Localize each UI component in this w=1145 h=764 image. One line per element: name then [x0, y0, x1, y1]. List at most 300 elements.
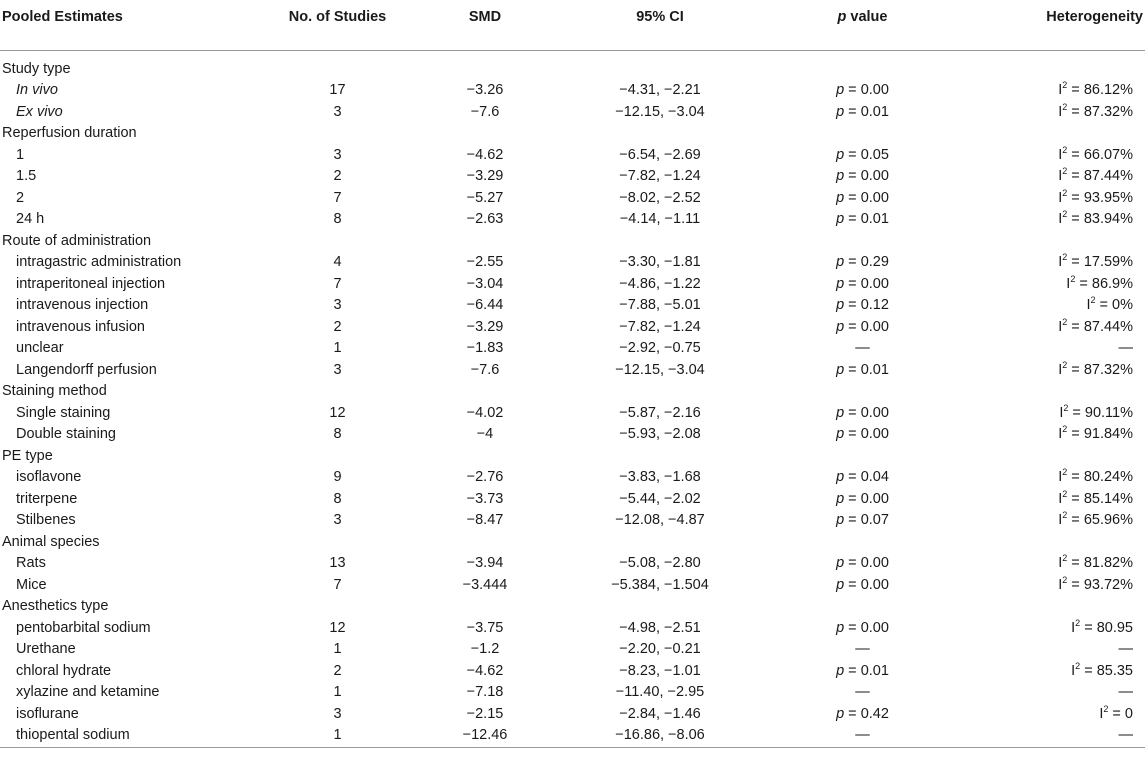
row-label: 1.5: [16, 168, 37, 185]
empty-cell: [265, 596, 410, 618]
table-row: [0, 553, 1145, 575]
i-equals: =: [1067, 469, 1084, 486]
i-symbol: I: [1071, 662, 1076, 679]
i-symbol: I: [1058, 168, 1063, 185]
p-symbol: p: [836, 512, 845, 529]
i-superscript: 2: [1062, 359, 1068, 370]
i-equals: =: [1067, 361, 1084, 378]
row-heterogeneity: [965, 274, 1145, 296]
p-symbol: p: [836, 361, 845, 378]
i-superscript: 2: [1062, 574, 1068, 585]
row-ci: −2.20, −0.21: [619, 641, 701, 658]
row-smd: −3.75: [466, 619, 504, 636]
row-n: 2: [333, 318, 342, 335]
p-number: 0.01: [860, 211, 889, 228]
i2-number: 80.24%: [1083, 469, 1133, 486]
header-p-rest: value: [846, 9, 888, 25]
p-equals: =: [844, 297, 861, 314]
row-label: Double staining: [16, 426, 116, 443]
row-heterogeneity: [965, 618, 1145, 640]
p-equals: =: [844, 705, 861, 722]
i-symbol: I: [1099, 705, 1104, 722]
i-symbol: I: [1058, 555, 1063, 572]
p-symbol: p: [836, 211, 845, 228]
table-row: [0, 317, 1145, 339]
row-ci: −5.87, −2.16: [619, 404, 701, 421]
section-row: [0, 231, 1145, 253]
p-symbol: p: [836, 705, 845, 722]
row-n: 4: [333, 254, 342, 271]
empty-cell: [410, 231, 560, 253]
p-equals: =: [844, 361, 861, 378]
p-symbol: p: [836, 297, 845, 314]
row-n: 8: [333, 490, 342, 507]
row-ci: −4.14, −1.11: [619, 211, 701, 228]
i-superscript: 2: [1062, 101, 1068, 112]
row-ci: −2.84, −1.46: [619, 705, 701, 722]
row-label: isoflurane: [16, 705, 79, 722]
row-ci: −5.44, −2.02: [619, 490, 701, 507]
p-equals: =: [844, 189, 861, 206]
row-label: intraperitoneal injection: [16, 275, 166, 292]
header-heterogeneity: Heterogeneity: [965, 0, 1145, 50]
row-smd: −3.73: [466, 490, 504, 507]
p-number: 0.12: [860, 297, 889, 314]
row-ci: −3.83, −1.68: [619, 469, 701, 486]
row-heterogeneity: [965, 166, 1145, 188]
row-smd: −3.29: [466, 318, 504, 335]
row-ci: −3.30, −1.81: [619, 254, 701, 271]
i-symbol: I: [1058, 426, 1063, 443]
row-smd: −3.26: [466, 82, 504, 99]
i-symbol: I: [1059, 404, 1064, 421]
table-row: [0, 618, 1145, 640]
p-equals: =: [844, 662, 861, 679]
row-p-value: [760, 295, 965, 317]
table-row: [0, 166, 1145, 188]
table-row: [0, 274, 1145, 296]
i2-number: 86.9%: [1091, 275, 1133, 292]
p-number: 0.00: [860, 82, 889, 99]
table-header: [0, 0, 1145, 50]
row-n: 12: [329, 619, 346, 636]
row-smd: −4.62: [466, 146, 504, 163]
row-smd: −1.2: [470, 641, 500, 658]
i2-number: 0%: [1112, 297, 1133, 314]
header-no-of-studies: No. of Studies: [265, 0, 410, 50]
section-row: [0, 596, 1145, 618]
i-equals: =: [1067, 555, 1084, 572]
section-title: Route of administration: [2, 232, 152, 249]
row-p-value: [760, 704, 965, 726]
row-label: unclear: [16, 340, 64, 357]
row-smd: −3.94: [466, 555, 504, 572]
i2-number: 0: [1124, 705, 1133, 722]
p-equals: =: [844, 254, 861, 271]
empty-cell: [410, 532, 560, 554]
empty-cell: [965, 532, 1145, 554]
p-number: 0.01: [860, 103, 889, 120]
p-symbol: p: [836, 254, 845, 271]
row-ci: −4.31, −2.21: [619, 82, 701, 99]
row-heterogeneity: [965, 704, 1145, 726]
p-symbol: p: [836, 469, 845, 486]
row-p-value: [760, 575, 965, 597]
p-number: 0.05: [860, 146, 889, 163]
p-symbol: p: [836, 576, 845, 593]
p-number: 0.00: [860, 168, 889, 185]
row-label: 24 h: [16, 211, 45, 228]
i-superscript: 2: [1062, 80, 1068, 91]
p-symbol: p: [836, 426, 845, 443]
empty-cell: [410, 123, 560, 145]
row-p-value: [760, 209, 965, 231]
row-heterogeneity: [965, 489, 1145, 511]
p-number: 0.00: [860, 189, 889, 206]
i-superscript: 2: [1062, 187, 1068, 198]
table-row: [0, 209, 1145, 231]
i-symbol: I: [1058, 189, 1063, 206]
empty-cell: [560, 446, 760, 468]
row-heterogeneity: [965, 252, 1145, 274]
row-smd: −4.62: [466, 662, 504, 679]
i-equals: =: [1067, 146, 1084, 163]
p-symbol: p: [836, 103, 845, 120]
i2-number: 87.32%: [1083, 103, 1133, 120]
row-heterogeneity: [965, 424, 1145, 446]
p-number: 0.00: [860, 490, 889, 507]
row-ci: −7.88, −5.01: [619, 297, 701, 314]
section-row: [0, 59, 1145, 81]
row-p-value: —: [855, 641, 870, 658]
row-heterogeneity: [965, 102, 1145, 124]
row-heterogeneity: —: [1118, 340, 1133, 357]
i-superscript: 2: [1070, 273, 1076, 284]
row-n: 2: [333, 662, 342, 679]
row-heterogeneity: [965, 145, 1145, 167]
table-row: [0, 575, 1145, 597]
row-n: 7: [333, 189, 342, 206]
header-smd: SMD: [410, 0, 560, 50]
row-heterogeneity: [965, 188, 1145, 210]
p-equals: =: [844, 426, 861, 443]
i-superscript: 2: [1062, 316, 1068, 327]
i-symbol: I: [1058, 576, 1063, 593]
row-n: 8: [333, 426, 342, 443]
empty-cell: [560, 231, 760, 253]
empty-cell: [560, 123, 760, 145]
table-row: [0, 467, 1145, 489]
i-superscript: 2: [1075, 617, 1081, 628]
row-heterogeneity: —: [1118, 641, 1133, 658]
i-superscript: 2: [1062, 488, 1068, 499]
row-p-value: [760, 188, 965, 210]
table-row: [0, 661, 1145, 683]
p-equals: =: [844, 103, 861, 120]
i-equals: =: [1067, 576, 1084, 593]
i-symbol: I: [1086, 297, 1091, 314]
row-ci: −5.93, −2.08: [619, 426, 701, 443]
empty-cell: [265, 532, 410, 554]
section-title: PE type: [2, 447, 53, 464]
row-smd: −6.44: [466, 297, 504, 314]
i-equals: =: [1108, 705, 1125, 722]
row-p-value: [760, 317, 965, 339]
i2-number: 80.95: [1096, 619, 1133, 636]
section-title: Anesthetics type: [2, 598, 109, 615]
i2-number: 85.35: [1096, 662, 1133, 679]
row-label: isoflavone: [16, 469, 82, 486]
p-number: 0.29: [860, 254, 889, 271]
empty-cell: [965, 446, 1145, 468]
row-n: 3: [333, 146, 342, 163]
row-heterogeneity: [965, 295, 1145, 317]
row-n: 3: [333, 512, 342, 529]
empty-cell: [760, 381, 965, 403]
empty-cell: [760, 446, 965, 468]
row-heterogeneity: —: [965, 725, 1145, 747]
i-symbol: I: [1071, 619, 1076, 636]
empty-cell: [265, 381, 410, 403]
row-label: intravenous injection: [16, 297, 149, 314]
p-equals: =: [844, 404, 861, 421]
i2-number: 81.82%: [1083, 555, 1133, 572]
section-row: [0, 532, 1145, 554]
empty-cell: [965, 596, 1145, 618]
row-n: 1: [333, 641, 342, 658]
i-equals: =: [1067, 168, 1084, 185]
row-ci: −12.08, −4.87: [615, 512, 705, 529]
empty-cell: [760, 532, 965, 554]
row-n: 13: [329, 555, 346, 572]
p-equals: =: [844, 275, 861, 292]
p-number: 0.42: [860, 705, 889, 722]
table-row: [0, 682, 1145, 704]
table-row: [0, 102, 1145, 124]
table-row: [0, 295, 1145, 317]
row-label: triterpene: [16, 490, 78, 507]
row-p-value: [760, 102, 965, 124]
p-symbol: p: [836, 662, 845, 679]
row-ci: −5.08, −2.80: [619, 555, 701, 572]
row-smd: −8.47: [466, 512, 504, 529]
i-symbol: I: [1058, 318, 1063, 335]
empty-cell: [965, 123, 1145, 145]
row-smd: −4.02: [466, 404, 504, 421]
p-equals: =: [844, 555, 861, 572]
p-equals: =: [844, 490, 861, 507]
table-row: [0, 489, 1145, 511]
p-symbol: p: [836, 168, 845, 185]
i-equals: =: [1067, 490, 1084, 507]
p-symbol: p: [836, 275, 845, 292]
i-equals: =: [1067, 211, 1084, 228]
header-p-value: [760, 0, 965, 50]
empty-cell: [560, 596, 760, 618]
p-symbol: p: [836, 555, 845, 572]
i2-number: 93.72%: [1083, 576, 1133, 593]
i-symbol: I: [1058, 146, 1063, 163]
i-symbol: I: [1058, 512, 1063, 529]
p-number: 0.01: [860, 662, 889, 679]
i-symbol: I: [1058, 82, 1063, 99]
empty-cell: [760, 59, 965, 81]
row-n: 3: [333, 705, 342, 722]
row-smd: −7.6: [470, 103, 500, 120]
row-heterogeneity: [965, 360, 1145, 382]
empty-cell: [410, 381, 560, 403]
p-symbol: p: [836, 404, 845, 421]
row-label: Stilbenes: [16, 512, 76, 529]
row-n: 2: [333, 168, 342, 185]
i-equals: =: [1080, 619, 1097, 636]
p-number: 0.00: [860, 404, 889, 421]
i-symbol: I: [1058, 254, 1063, 271]
row-n: 7: [333, 275, 342, 292]
table-row: [0, 338, 1145, 360]
empty-cell: [265, 446, 410, 468]
row-n: 1: [333, 684, 342, 701]
i-equals: =: [1095, 297, 1113, 314]
i-symbol: I: [1058, 361, 1063, 378]
row-smd: −3.04: [466, 275, 504, 292]
p-symbol: p: [836, 490, 845, 507]
table-row: [0, 725, 1145, 747]
i-superscript: 2: [1062, 510, 1068, 521]
empty-cell: [965, 231, 1145, 253]
i-superscript: 2: [1062, 553, 1068, 564]
i-superscript: 2: [1075, 660, 1081, 671]
p-symbol: p: [836, 146, 845, 163]
row-heterogeneity: [965, 317, 1145, 339]
empty-cell: [560, 381, 760, 403]
row-p-value: [760, 252, 965, 274]
p-number: 0.00: [860, 619, 889, 636]
row-smd: −7.6: [470, 361, 500, 378]
row-ci: −12.15, −3.04: [615, 103, 705, 120]
row-smd: −7.18: [466, 684, 504, 701]
i2-number: 93.95%: [1083, 189, 1133, 206]
row-ci: −16.86, −8.06: [560, 725, 760, 747]
row-p-value: [760, 274, 965, 296]
i-superscript: 2: [1062, 209, 1068, 220]
table-row: [0, 424, 1145, 446]
row-n: 7: [333, 576, 342, 593]
row-p-value: —: [760, 725, 965, 747]
i-equals: =: [1067, 512, 1084, 529]
row-smd: −2.15: [466, 705, 504, 722]
i2-number: 17.59%: [1083, 254, 1133, 271]
section-title: Animal species: [2, 533, 100, 550]
table-body: [0, 50, 1145, 747]
p-symbol: p: [836, 318, 845, 335]
i-superscript: 2: [1062, 252, 1068, 263]
row-smd: −1.83: [466, 340, 504, 357]
row-smd: −2.63: [466, 211, 504, 228]
p-number: 0.01: [860, 361, 889, 378]
row-label: Single staining: [16, 404, 111, 421]
row-label: Urethane: [16, 641, 76, 658]
table-row: [0, 639, 1145, 661]
i2-number: 66.07%: [1083, 146, 1133, 163]
row-label: intravenous infusion: [16, 318, 145, 335]
row-n: 3: [333, 297, 342, 314]
header-pooled-estimates: Pooled Estimates: [0, 0, 265, 50]
i2-number: 87.44%: [1083, 168, 1133, 185]
row-label: thiopental sodium: [0, 725, 265, 747]
row-p-value: [760, 424, 965, 446]
row-ci: −6.54, −2.69: [619, 146, 701, 163]
row-smd: −2.76: [466, 469, 504, 486]
row-n: 1: [333, 340, 342, 357]
empty-cell: [265, 123, 410, 145]
i2-number: 87.44%: [1083, 318, 1133, 335]
i-equals: =: [1067, 82, 1084, 99]
header-ci: 95% CI: [560, 0, 760, 50]
empty-cell: [410, 446, 560, 468]
row-ci: −12.15, −3.04: [615, 361, 705, 378]
i-equals: =: [1067, 254, 1084, 271]
i-symbol: I: [1066, 275, 1071, 292]
row-label: pentobarbital sodium: [16, 619, 151, 636]
table-row: [0, 145, 1145, 167]
p-equals: =: [844, 82, 861, 99]
row-label: intragastric administration: [16, 254, 182, 271]
row-smd: −3.29: [466, 168, 504, 185]
row-ci: −5.384, −1.504: [611, 576, 709, 593]
row-ci: −7.82, −1.24: [619, 168, 701, 185]
row-n: 12: [329, 404, 346, 421]
p-symbol: p: [836, 82, 845, 99]
empty-cell: [760, 596, 965, 618]
row-heterogeneity: [965, 510, 1145, 532]
row-smd: −4: [476, 426, 494, 443]
table-row: [0, 360, 1145, 382]
row-heterogeneity: [965, 661, 1145, 683]
row-n: 3: [333, 103, 342, 120]
p-number: 0.00: [860, 576, 889, 593]
row-heterogeneity: [965, 209, 1145, 231]
i-equals: =: [1067, 103, 1084, 120]
row-label: Mice: [16, 576, 47, 593]
i-equals: =: [1068, 404, 1085, 421]
row-ci: −8.23, −1.01: [619, 662, 701, 679]
p-number: 0.00: [860, 275, 889, 292]
i-equals: =: [1075, 275, 1092, 292]
row-p-value: [760, 510, 965, 532]
i-superscript: 2: [1103, 703, 1109, 714]
i2-number: 87.32%: [1083, 361, 1133, 378]
section-title: Study type: [2, 60, 71, 77]
row-label: Langendorff perfusion: [16, 361, 157, 378]
p-number: 0.04: [860, 469, 889, 486]
p-equals: =: [844, 469, 861, 486]
i-superscript: 2: [1090, 295, 1096, 306]
row-n: 3: [333, 361, 342, 378]
row-heterogeneity: [965, 575, 1145, 597]
row-p-value: [760, 403, 965, 425]
table-row: [0, 252, 1145, 274]
empty-cell: [965, 59, 1145, 81]
i-equals: =: [1080, 662, 1097, 679]
i-equals: =: [1067, 189, 1084, 206]
row-p-value: [760, 489, 965, 511]
i-superscript: 2: [1062, 467, 1068, 478]
i2-number: 85.14%: [1083, 490, 1133, 507]
row-n: 1: [265, 725, 410, 747]
row-p-value: [760, 166, 965, 188]
i-superscript: 2: [1062, 424, 1068, 435]
